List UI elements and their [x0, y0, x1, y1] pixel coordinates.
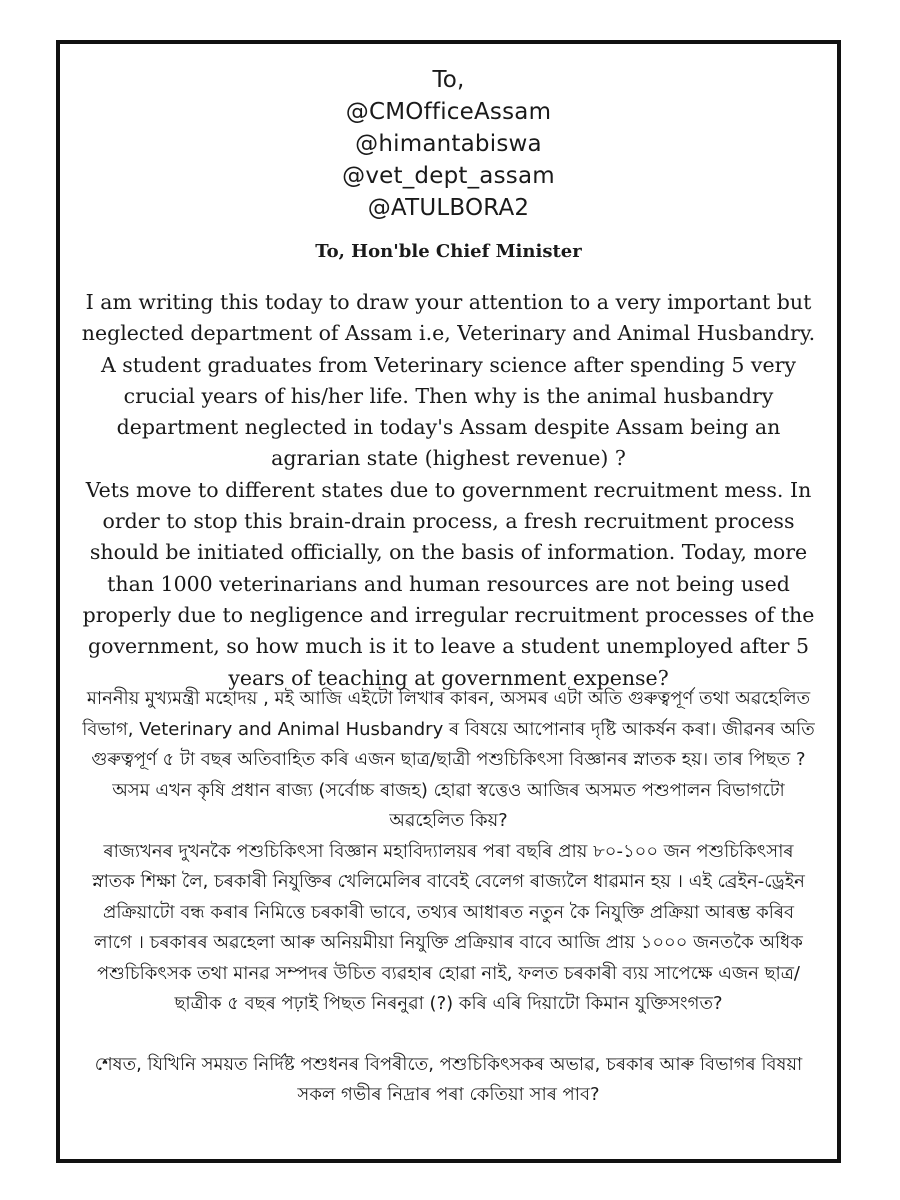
- assamese-paragraph: ৰাজ্যখনৰ দুখনকৈ পশুচিকিৎসা বিজ্ঞান মহাবিদ্যালয়ৰ পৰা বছৰি প্ৰায় ৮০-১০০ জন পশুচিকিৎসাৰ স্নাতক শিক্ষা লৈ, চৰকাৰী নিযুক্তিৰ খেলিমেলিৰ বাবেই বেলেগ ৰাজ্যলৈ ধাৱমান হয় । এই ব্ৰেইন-ড্ৰেইন প্ৰক্ৰিয়াটো বন্ধ কৰাৰ নিমিত্তে চৰকাৰী ভাবে, তথ্যৰ আধাৰত নতুন কৈ নিযুক্তি প্ৰক্ৰিয়া আৰম্ভ কৰিব লাগে । চৰকাৰৰ অৱহেলা আৰু অনিয়মীয়া নিযুক্তি প্ৰক্ৰিয়াৰ বাবে আজি প্ৰায় ১০০০ জনতকৈ অধিক পশুচিকিৎসক তথা মানৱ সম্পদৰ উচিত ব্যৱহাৰ হোৱা নাই, ফলত চৰকাৰী ব্যয় সাপেক্ষে এজন ছাত্ৰ/ছাত্ৰীক ৫ বছৰ পঢ়াই পিছত নিৰনুৱা (?) কৰি এৰি দিয়াটো কিমান যুক্তিসংগত?: [92, 840, 805, 1014]
- recipient-handle: @CMOfficeAssam: [345, 99, 552, 125]
- english-body: [80, 287, 817, 694]
- english-paragraph: I am writing this today to draw your attention to a very important but neglected department of Assam i.e, Veterinary and Animal Husbandry. A student graduates from Veterinary science after spending 5 very crucial years of his/her life. Then why is the animal husbandry department neglected in today's Assam despite Assam being an agrarian state (highest revenue) ?: [81, 290, 816, 471]
- letter-frame: [56, 40, 841, 1163]
- salutation: To, Hon'ble Chief Minister: [315, 241, 582, 262]
- assamese-body: [82, 684, 815, 1111]
- recipient-handle: @vet_dept_assam: [342, 163, 555, 189]
- to-line: To,: [432, 67, 465, 93]
- assamese-paragraph: মাননীয় মুখ্যমন্ত্ৰী মহোদয় , মই আজি এইটো লিখাৰ কাৰন, অসমৰ এটা অতি গুৰুত্বপূৰ্ণ তথা অৱহেলিত বিভাগ, Veterinary and Animal Husbandry ৰ বিষয়ে আপোনাৰ দৃষ্টি আকৰ্ষন কৰা। জীৱনৰ অতি গুৰুত্বপূৰ্ণ ৫ টা বছৰ অতিবাহিত কৰি এজন ছাত্ৰ/ছাত্ৰী পশুচিকিৎসা বিজ্ঞানৰ স্নাতক হয়। তাৰ পিছত ? অসম এখন কৃষি প্ৰধান ৰাজ্য (সৰ্বোচ্চ ৰাজহ) হোৱা স্বত্তেও আজিৰ অসমত পশুপালন বিভাগটো অৱহেলিত কিয়?: [82, 688, 815, 831]
- recipient-handle: @himantabiswa: [355, 131, 542, 157]
- assamese-paragraph: শেষত, যিখিনি সময়ত নিৰ্দিষ্ট পশুধনৰ বিপৰীতে, পশুচিকিৎসকৰ অভাৱ, চৰকাৰ আৰু বিভাগৰ বিষয়া সকল গভীৰ নিদ্ৰাৰ পৰা কেতিয়া সাৰ পাব?: [94, 1053, 803, 1105]
- english-paragraph: Vets move to different states due to government recruitment mess. In order to stop this brain-drain process, a fresh recruitment process should be initiated officially, on the basis of information. Today, more than 1000 veterinarians and human resources are not being used properly due to negligence and irregular recruitment processes of the government, so how much is it to leave a student unemployed after 5 years of teaching at government expense?: [82, 477, 815, 690]
- recipient-handle: @ATULBORA2: [367, 195, 530, 221]
- recipients-block: [60, 64, 837, 224]
